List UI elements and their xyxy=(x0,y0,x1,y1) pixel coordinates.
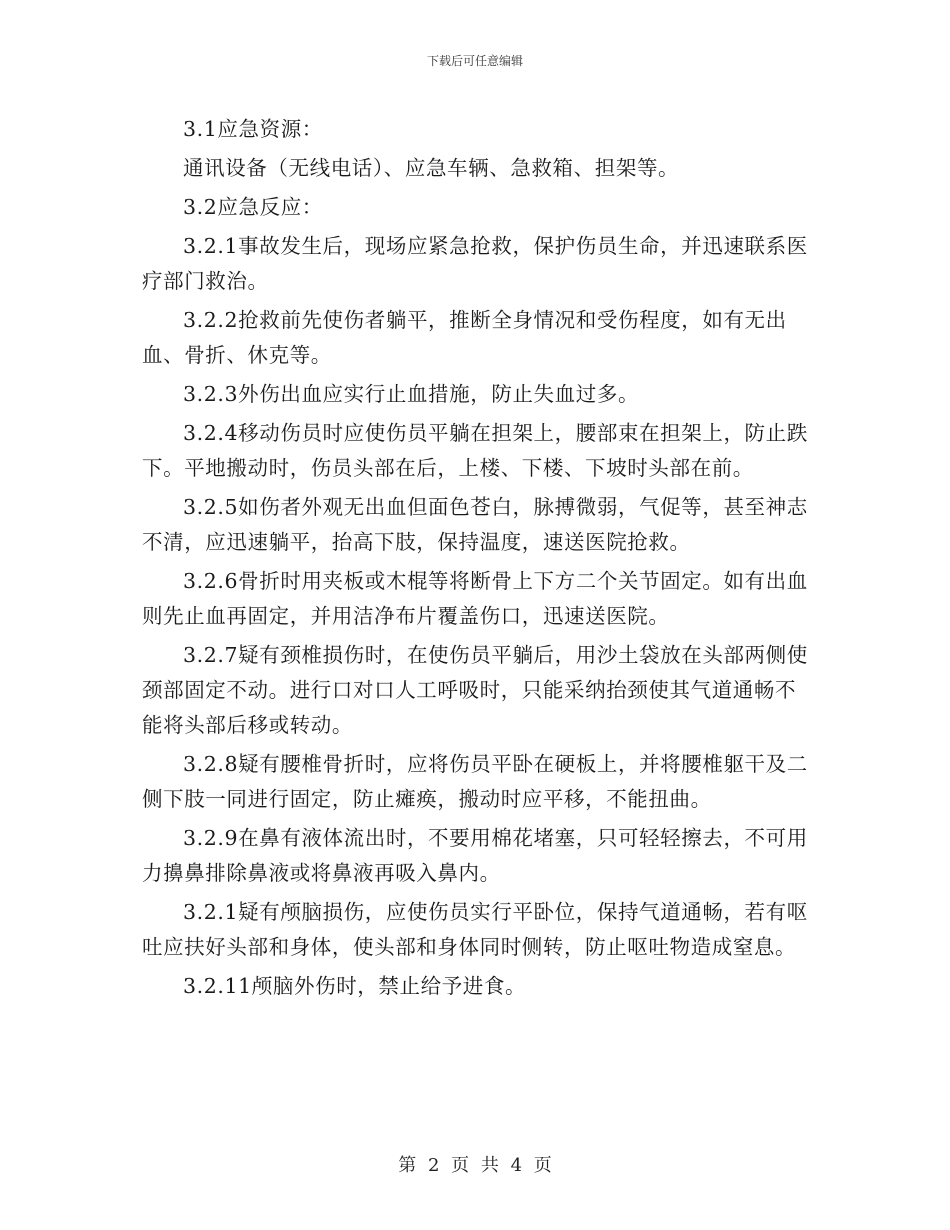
page-header: 下载后可任意编辑 xyxy=(426,54,523,68)
paragraph-3-2-3: 3.2.3外伤出血应实行止血措施，防止失血过多。 xyxy=(183,382,640,406)
paragraph-resources: 通讯设备（无线电话）、应急车辆、急救箱、担架等。 xyxy=(183,156,680,180)
paragraph-3-2-9: 3.2.9在鼻有液体流出时，不要用棉花堵塞，只可轻轻擦去，不可用力擤鼻排除鼻液或将鼻液再吸入鼻内。 xyxy=(142,826,808,885)
paragraph-3-2-1: 3.2.1事故发生后，现场应紧急抢救，保护伤员生命，并迅速联系医疗部门救治。 xyxy=(142,234,808,293)
paragraph-3-2-10: 3.2.1疑有颅脑损伤，应使伤员实行平卧位，保持气道通畅，若有呕吐应扶好头部和身体，使头部和身体同时侧转，防止呕吐物造成窒息。 xyxy=(142,900,808,959)
paragraph-3-2-5: 3.2.5如伤者外观无出血但面色苍白，脉搏微弱，气促等，甚至神志不清，应迅速躺平，抬高下肢，保持温度，速送医院抢救。 xyxy=(142,495,808,554)
paragraph-3-2: 3.2应急反应： xyxy=(183,195,323,219)
paragraph-3-2-4: 3.2.4移动伤员时应使伤员平躺在担架上，腰部束在担架上，防止跌下。平地搬动时，伤员头部在后，上楼、下楼、下坡时头部在前。 xyxy=(142,421,808,480)
paragraph-3-2-8: 3.2.8疑有腰椎骨折时，应将伤员平卧在硬板上，并将腰椎躯干及二侧下肢一同进行固定，防止瘫痪，搬动时应平移，不能扭曲。 xyxy=(142,752,808,811)
paragraph-3-1: 3.1应急资源： xyxy=(183,117,323,141)
paragraph-3-2-6: 3.2.6骨折时用夹板或木棍等将断骨上下方二个关节固定。如有出血则先止血再固定，并用洁净布片覆盖伤口，迅速送医院。 xyxy=(142,569,808,628)
page-number: 第 2 页 共 4 页 xyxy=(398,1155,552,1176)
paragraph-3-2-7: 3.2.7疑有颈椎损伤时，在使伤员平躺后，用沙土袋放在头部两侧使颈部固定不动。进行口对口人工呼吸时，只能采纳抬颈使其气道通畅不能将头部后移或转动。 xyxy=(142,643,808,737)
document-body xyxy=(142,112,814,1008)
paragraph-3-2-11: 3.2.11颅脑外伤时，禁止给予进食。 xyxy=(183,974,527,998)
paragraph-3-2-2: 3.2.2抢救前先使伤者躺平，推断全身情况和受伤程度，如有无出血、骨折、休克等。 xyxy=(142,308,787,367)
